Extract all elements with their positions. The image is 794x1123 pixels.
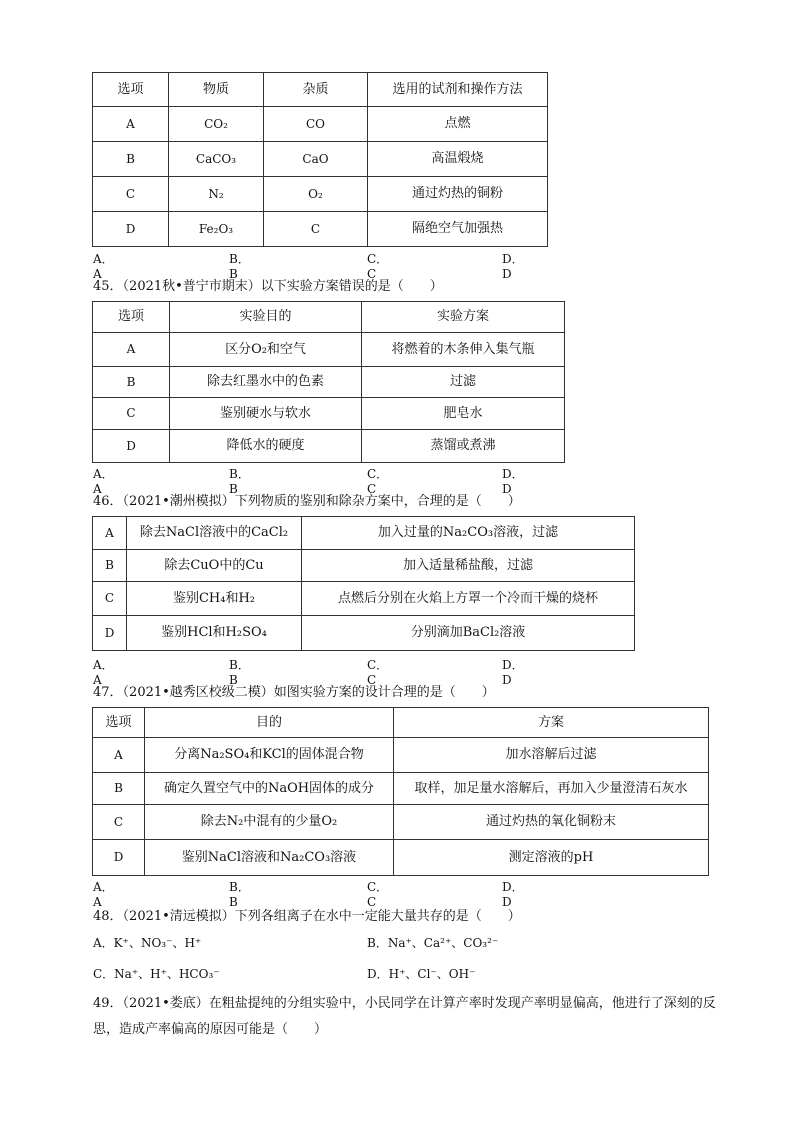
option-cell: B (93, 773, 145, 805)
plan-cell: 过滤 (362, 367, 565, 398)
substance-cell: N₂ (169, 177, 264, 212)
method-cell: 隔绝空气加强热 (368, 212, 548, 247)
choice-c[interactable]: C．C (367, 252, 389, 281)
choice-a[interactable]: A．A (93, 658, 114, 687)
method-cell: 高温煅烧 (368, 142, 548, 177)
option-cell: D (93, 212, 169, 247)
table-row (93, 398, 565, 430)
q46-stem: 46．（2021•潮州模拟）下列物质的鉴别和除杂方案中，合理的是（ ） (93, 494, 521, 509)
table-header-row (93, 73, 548, 107)
choice-a[interactable]: A．A (93, 880, 114, 909)
choice-b[interactable]: B．B (229, 880, 250, 909)
header-cell: 方案 (394, 708, 709, 738)
purpose-cell: 降低水的硬度 (170, 430, 362, 463)
purpose-cell: 除去N₂中混有的少量O₂ (145, 805, 394, 840)
choice-d[interactable]: D．D (502, 252, 524, 281)
purpose-cell: 分离Na₂SO₄和KCl的固体混合物 (145, 738, 394, 773)
header-cell: 物质 (169, 73, 264, 107)
table-row (93, 333, 565, 367)
purpose-cell: 除去CuO中的Cu (127, 550, 302, 582)
table-row (93, 212, 548, 247)
choice-b[interactable]: B．B (229, 658, 250, 687)
choice-d[interactable]: D．D (502, 658, 524, 687)
substance-cell: CaCO₃ (169, 142, 264, 177)
table-row (93, 616, 635, 651)
choice-c[interactable]: C．C (367, 467, 389, 496)
plan-cell: 蒸馏或煮沸 (362, 430, 565, 463)
header-cell: 选项 (93, 73, 169, 107)
q48-stem: 48．（2021•清远模拟）下列各组离子在水中一定能大量共存的是（ ） (93, 909, 521, 924)
option-cell: A (93, 107, 169, 142)
q48-option-b[interactable]: B．Na⁺、Ca²⁺、CO₃²⁻ (367, 936, 499, 950)
q48-option-c[interactable]: C．Na⁺、H⁺、HCO₃⁻ (93, 967, 220, 981)
choice-c[interactable]: C．C (367, 880, 389, 909)
substance-cell: CO₂ (169, 107, 264, 142)
table-row (93, 550, 635, 582)
substance-cell: Fe₂O₃ (169, 212, 264, 247)
plan-cell: 加入过量的Na₂CO₃溶液，过滤 (302, 517, 635, 550)
purpose-cell: 鉴别硬水与软水 (170, 398, 362, 430)
table-row (93, 367, 565, 398)
purpose-cell: 鉴别CH₄和H₂ (127, 582, 302, 616)
table-row (93, 840, 709, 876)
purpose-cell: 鉴别NaCl溶液和Na₂CO₃溶液 (145, 840, 394, 876)
table-row (93, 773, 709, 805)
q49-stem: 49．（2021•娄底）在粗盐提纯的分组实验中，小民同学在计算产率时发现产率明显偏高，他进行了深刻的反思，造成产率偏高的原因可能是（ ） (93, 996, 716, 1037)
purpose-cell: 鉴别HCl和H₂SO₄ (127, 616, 302, 651)
option-cell: B (93, 550, 127, 582)
choice-b[interactable]: B．B (229, 467, 250, 496)
choice-b[interactable]: B．B (229, 252, 250, 281)
option-cell: B (93, 142, 169, 177)
table-header-row (93, 708, 709, 738)
option-cell: A (93, 517, 127, 550)
plan-cell: 点燃后分别在火焰上方罩一个冷而干燥的烧杯 (302, 582, 635, 616)
option-cell: D (93, 430, 170, 463)
purpose-cell: 区分O₂和空气 (170, 333, 362, 367)
header-cell: 实验方案 (362, 302, 565, 333)
header-cell: 目的 (145, 708, 394, 738)
plan-cell: 取样，加足量水溶解后，再加入少量澄清石灰水 (394, 773, 709, 805)
choice-a[interactable]: A．A (93, 467, 114, 496)
q48-option-d[interactable]: D．H⁺、Cl⁻、OH⁻ (367, 967, 476, 981)
impurity-cell: CaO (264, 142, 368, 177)
choice-a[interactable]: A．A (93, 252, 114, 281)
plan-cell: 加水溶解后过滤 (394, 738, 709, 773)
table-row (93, 142, 548, 177)
option-cell: A (93, 738, 145, 773)
plan-cell: 通过灼热的氧化铜粉末 (394, 805, 709, 840)
purpose-cell: 除去NaCl溶液中的CaCl₂ (127, 517, 302, 550)
method-cell: 点燃 (368, 107, 548, 142)
header-cell: 选项 (93, 708, 145, 738)
plan-cell: 测定溶液的pH (394, 840, 709, 876)
option-cell: C (93, 398, 170, 430)
q48-option-a[interactable]: A．K⁺、NO₃⁻、H⁺ (93, 936, 202, 950)
plan-cell: 肥皂水 (362, 398, 565, 430)
plan-cell: 将燃着的木条伸入集气瓶 (362, 333, 565, 367)
q45-stem: 45．（2021秋•普宁市期末）以下实验方案错误的是（ ） (93, 279, 443, 294)
table-header-row (93, 302, 565, 333)
q44-table (92, 72, 548, 247)
plan-cell: 分别滴加BaCl₂溶液 (302, 616, 635, 651)
header-cell: 杂质 (264, 73, 368, 107)
table-row (93, 107, 548, 142)
option-cell: D (93, 840, 145, 876)
choice-d[interactable]: D．D (502, 880, 524, 909)
choice-c[interactable]: C．C (367, 658, 389, 687)
option-cell: C (93, 582, 127, 616)
header-cell: 选项 (93, 302, 170, 333)
purpose-cell: 确定久置空气中的NaOH固体的成分 (145, 773, 394, 805)
table-row (93, 177, 548, 212)
option-cell: D (93, 616, 127, 651)
method-cell: 通过灼热的铜粉 (368, 177, 548, 212)
q47-table (92, 707, 709, 876)
header-cell: 实验目的 (170, 302, 362, 333)
impurity-cell: O₂ (264, 177, 368, 212)
option-cell: B (93, 367, 170, 398)
choice-d[interactable]: D．D (502, 467, 524, 496)
table-row (93, 582, 635, 616)
table-row (93, 430, 565, 463)
table-row (93, 517, 635, 550)
purpose-cell: 除去红墨水中的色素 (170, 367, 362, 398)
plan-cell: 加入适量稀盐酸，过滤 (302, 550, 635, 582)
option-cell: C (93, 177, 169, 212)
q45-table (92, 301, 565, 463)
impurity-cell: CO (264, 107, 368, 142)
option-cell: A (93, 333, 170, 367)
table-row (93, 805, 709, 840)
option-cell: C (93, 805, 145, 840)
header-cell: 选用的试剂和操作方法 (368, 73, 548, 107)
q47-stem: 47．（2021•越秀区校级二模）如图实验方案的设计合理的是（ ） (93, 685, 495, 700)
table-row (93, 738, 709, 773)
q46-table (92, 516, 635, 651)
impurity-cell: C (264, 212, 368, 247)
